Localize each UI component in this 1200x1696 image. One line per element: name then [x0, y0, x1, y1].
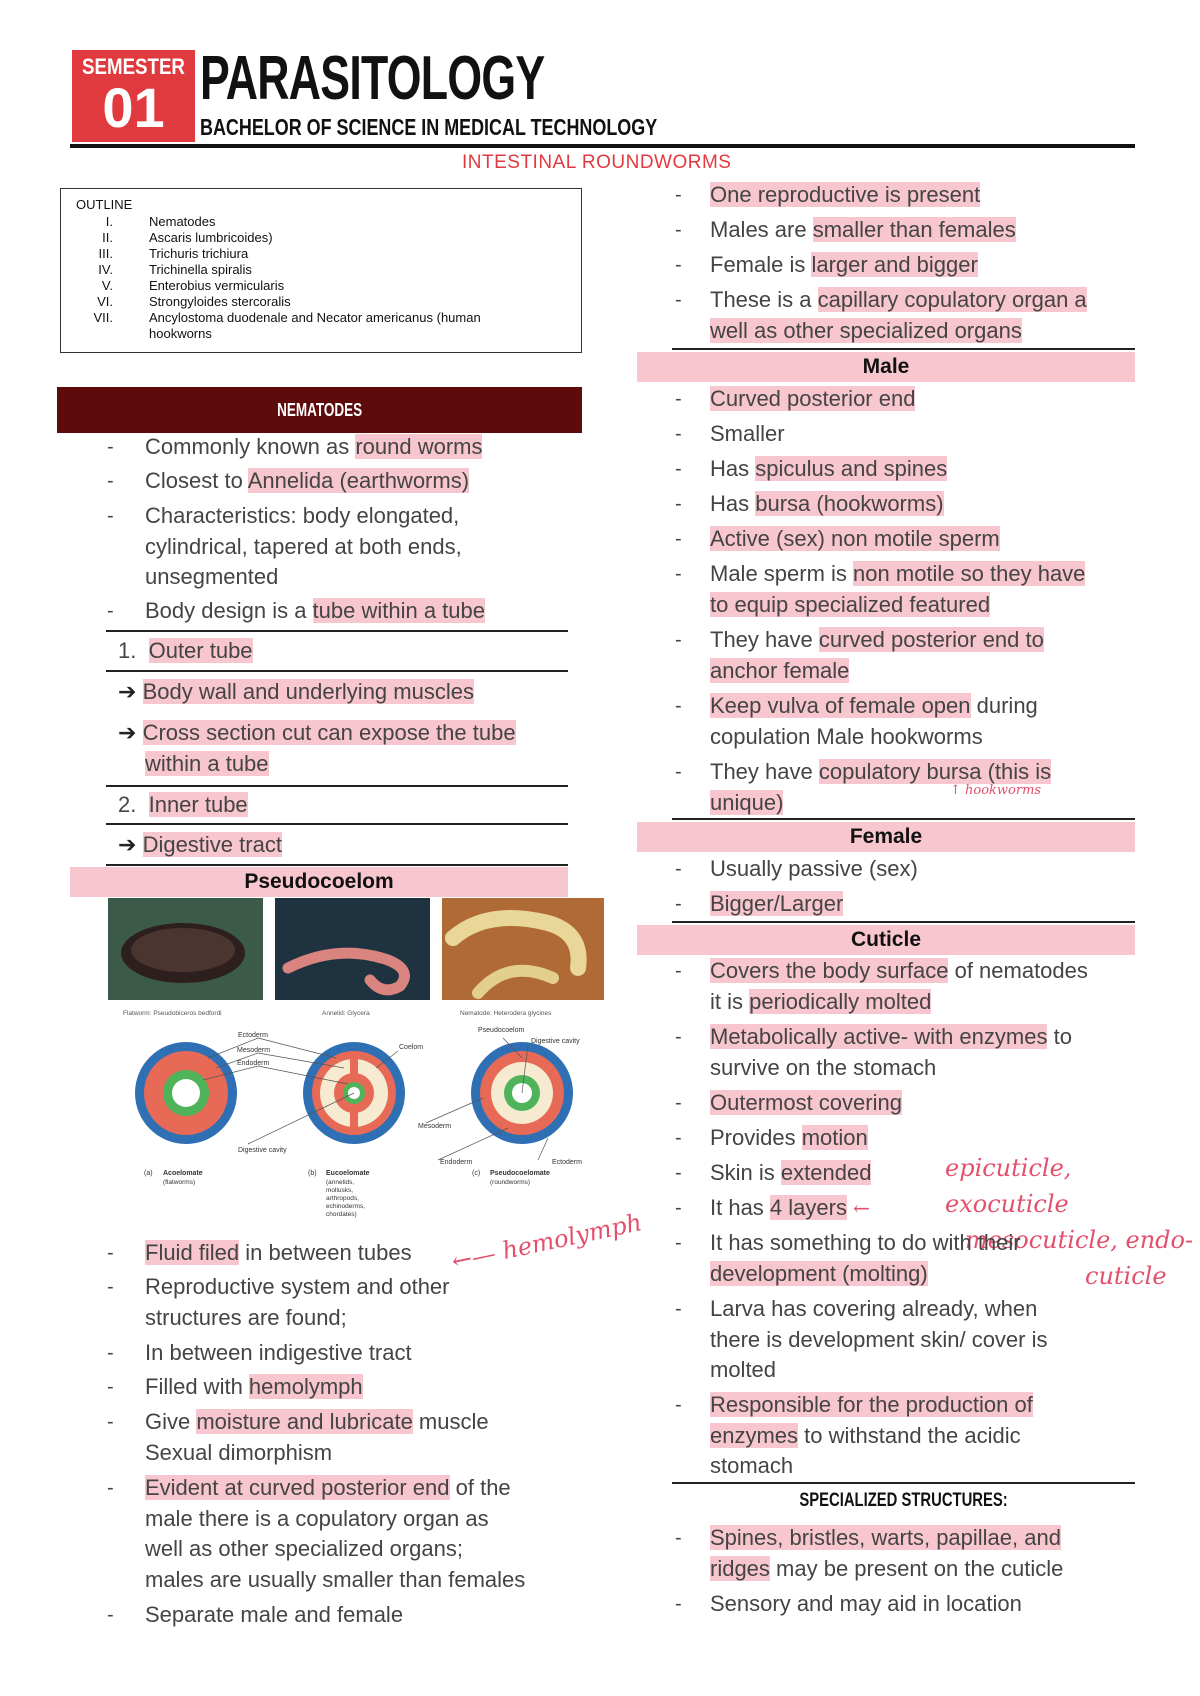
bullet-item: Provides motion [710, 1125, 868, 1150]
arrow-icon: ➔ [118, 679, 137, 704]
label-a: (a) [144, 1170, 153, 1177]
bullet-item: Reproductive system and other structures are found; [145, 1274, 450, 1330]
bullet-dash: - [675, 629, 682, 651]
bullet-dash: - [675, 423, 682, 445]
bullet-dash: - [675, 388, 682, 410]
bullet-dash: - [107, 1276, 114, 1298]
bullet-dash: - [675, 695, 682, 717]
label-eucoelomate: Eucoelomate [326, 1170, 370, 1177]
body-cavity-figure [108, 898, 604, 1228]
divider [106, 670, 568, 672]
divider [672, 348, 1135, 350]
bullet-item: Smaller [710, 421, 785, 446]
bullet-item: Active (sex) non motile sperm [710, 526, 1000, 551]
bullet-dash: - [675, 1394, 682, 1416]
label-digestive-cavity-c: Digestive cavity [531, 1038, 580, 1045]
bullet-item: Bigger/Larger [710, 891, 844, 916]
label-b: (b) [308, 1170, 317, 1177]
cuticle-header: Cuticle [637, 925, 1135, 955]
male-header: Male [637, 352, 1135, 382]
label-eucoelomate-sub: arthropods, [326, 1195, 359, 1202]
bullet-item: Larva has covering already, when there is development skin/ cover is molted [710, 1296, 1048, 1382]
bullet-item: Body design is a tube within a tube [145, 598, 486, 623]
bullet-item: Metabolically active- with enzymes to survive on the stomach [710, 1024, 1072, 1080]
bullet-dash: - [675, 528, 682, 550]
bullet-dash: - [107, 1376, 114, 1398]
bullet-item: Usually passive (sex) [710, 856, 918, 881]
arrow-icon: ➔ [118, 832, 137, 857]
bullet-dash: - [675, 893, 682, 915]
bullet-item: Curved posterior end [710, 386, 916, 411]
label-coelom: Coelom [399, 1044, 424, 1051]
bullet-item: Males are smaller than females [710, 217, 1016, 242]
course-subtitle: BACHELOR OF SCIENCE IN MEDICAL TECHNOLOGY [200, 114, 658, 140]
numbered-item: 2. Inner tube [118, 792, 248, 817]
bullet-item: It has something to do with their development (molting) [710, 1230, 1021, 1286]
female-header: Female [637, 822, 1135, 852]
label-pseudocoelomate: Pseudocoelomate [490, 1170, 550, 1177]
label-acoelomate: Acoelomate [163, 1170, 203, 1177]
bullet-item: Give moisture and lubricate muscle Sexual dimorphism [145, 1409, 489, 1465]
arrow-item: ➔ Cross section cut can expose the tube within a tube [118, 720, 516, 776]
bullet-item: Female is larger and bigger [710, 252, 978, 277]
semester-number: 01 [102, 76, 165, 139]
caption-annelid: Annelid: Glycera [322, 1010, 370, 1017]
bullet-item: Has bursa (hookworms) [710, 491, 944, 516]
specialized-structures-title: SPECIALIZED STRUCTURES: [799, 1490, 1008, 1511]
divider [672, 818, 1135, 820]
bullet-dash: - [675, 1593, 682, 1615]
bullet-item: Has spiculus and spines [710, 456, 948, 481]
header-rule [70, 144, 1135, 148]
label-ectoderm: Ectoderm [238, 1032, 268, 1039]
arrow-item: ➔ Body wall and underlying muscles [118, 679, 474, 704]
bullet-item: Skin is extended [710, 1160, 872, 1185]
bullet-dash: - [675, 184, 682, 206]
bullet-item: It has 4 layers ← [710, 1195, 870, 1220]
bullet-dash: - [107, 436, 114, 458]
bullet-dash: - [675, 1127, 682, 1149]
bullet-item: These is a capillary copulatory organ a well as other specialized organs [710, 287, 1087, 343]
bullet-dash: - [675, 1026, 682, 1048]
divider [106, 785, 568, 787]
divider [106, 823, 568, 825]
bullet-item: Spines, bristles, warts, papillae, and ridges may be present on the cuticle [710, 1525, 1064, 1581]
bullet-dash: - [675, 761, 682, 783]
label-pseudocoelomate-sub: (roundworms) [490, 1179, 531, 1186]
numbered-item: 1. Outer tube [118, 638, 253, 663]
label-ectoderm-c: Ectoderm [552, 1159, 582, 1166]
divider [106, 864, 568, 866]
nematodes-section-header: NEMATODES [57, 387, 582, 433]
bullet-item: They have copulatory bursa (this is unique) [710, 759, 1052, 815]
course-title: PARASITOLOGY [200, 44, 545, 113]
divider [672, 1482, 1135, 1484]
bullet-item: Filled with hemolymph [145, 1374, 363, 1399]
bullet-dash: - [107, 1411, 114, 1433]
arrow-icon: ➔ [118, 720, 137, 745]
bullet-dash: - [675, 1298, 682, 1320]
bullet-dash: - [675, 960, 682, 982]
bullet-item: Separate male and female [145, 1602, 404, 1627]
outline-box: OUTLINE I. Nematodes II. Ascaris lumbricoides) III. Trichuris trichiura IV. Trichinella spiralis V. Enterobius vermicularis VI. Strongyloides stercoralis VII. Ancylostoma duodenale and Necator americanus (human hookworns [60, 188, 582, 353]
label-mesoderm-c: Mesoderm [418, 1123, 452, 1130]
label-c: (c) [472, 1170, 481, 1177]
bullet-item: In between indigestive tract [145, 1340, 412, 1365]
label-eucoelomate-sub: (annelids, [326, 1179, 355, 1186]
bullet-dash: - [675, 563, 682, 585]
label-eucoelomate-sub: mollusks, [326, 1187, 354, 1194]
label-mesoderm: Mesoderm [237, 1047, 271, 1054]
bullet-item: Closest to Annelida (earthworms) [145, 468, 470, 493]
bullet-item: They have curved posterior end to anchor female [710, 627, 1044, 683]
bullet-item: Characteristics: body elongated, cylindrical, tapered at both ends, unsegmented [145, 503, 462, 589]
pseudocoelom-header: Pseudocoelom [70, 867, 568, 897]
bullet-dash: - [107, 505, 114, 527]
bullet-item: Male sperm is non motile so they have to equip specialized featured [710, 561, 1086, 617]
bullet-item: Sensory and may aid in location [710, 1591, 1022, 1616]
bullet-dash: - [675, 1162, 682, 1184]
bullet-dash: - [675, 1232, 682, 1254]
bullet-dash: - [107, 1342, 114, 1364]
label-endoderm: Endoderm [237, 1060, 270, 1067]
bullet-dash: - [675, 289, 682, 311]
label-eucoelomate-sub: chordates) [326, 1211, 357, 1218]
handwritten-note-hemolymph: ←— hemolymph [449, 1208, 645, 1276]
semester-badge [72, 50, 195, 142]
bullet-dash: - [675, 858, 682, 880]
label-acoelomate-sub: (flatworms) [163, 1179, 196, 1186]
bullet-item: Covers the body surface of nematodes it is periodically molted [710, 958, 1088, 1014]
bullet-item: Keep vulva of female open during copulation Male hookworms [710, 693, 1038, 749]
bullet-item: One reproductive is present [710, 182, 981, 207]
outline-title: OUTLINE [76, 197, 133, 212]
caption-nematode: Nematode: Heterodera glycines [460, 1010, 552, 1017]
bullet-dash: - [107, 1477, 114, 1499]
bullet-dash: - [107, 600, 114, 622]
label-endoderm-c: Endoderm [440, 1159, 473, 1166]
divider [672, 921, 1135, 923]
bullet-dash: - [675, 1197, 682, 1219]
handwritten-note-hookworms: ↑ hookworms [950, 783, 1042, 798]
bullet-dash: - [675, 458, 682, 480]
bullet-item: Evident at curved posterior end of the male there is a copulatory organ as well as other specialized organs; males are usually smaller than females [145, 1475, 526, 1592]
bullet-dash: - [675, 219, 682, 241]
bullet-item: Commonly known as round worms [145, 434, 483, 459]
arrow-item: ➔ Digestive tract [118, 832, 282, 857]
caption-flatworm: Flatworm: Pseudobiceros bedfordi [123, 1010, 222, 1017]
bullet-item: Responsible for the production of enzymes to withstand the acidic stomach [710, 1392, 1033, 1478]
bullet-dash: - [675, 493, 682, 515]
bullet-dash: - [675, 1092, 682, 1114]
label-digestive-cavity-b: Digestive cavity [238, 1147, 287, 1154]
bullet-dash: - [107, 470, 114, 492]
label-pseudocoelom: Pseudocoelom [478, 1027, 525, 1034]
bullet-dash: - [107, 1242, 114, 1264]
topic-title: INTESTINAL ROUNDWORMS [462, 152, 732, 173]
handwritten-note-cuticle-layers: epicuticle, exocuticle mesocuticle, endo- cuticle [945, 1154, 1194, 1290]
acoelomate-diagram [135, 1042, 237, 1144]
bullet-item: Outermost covering [710, 1090, 902, 1115]
bullet-item: Fluid filed in between tubes [145, 1240, 412, 1265]
semester-label: SEMESTER [82, 54, 185, 79]
label-eucoelomate-sub: echinoderms, [326, 1203, 366, 1210]
bullet-dash: - [675, 254, 682, 276]
bullet-dash: - [107, 1604, 114, 1626]
divider [106, 630, 568, 632]
bullet-dash: - [675, 1527, 682, 1549]
